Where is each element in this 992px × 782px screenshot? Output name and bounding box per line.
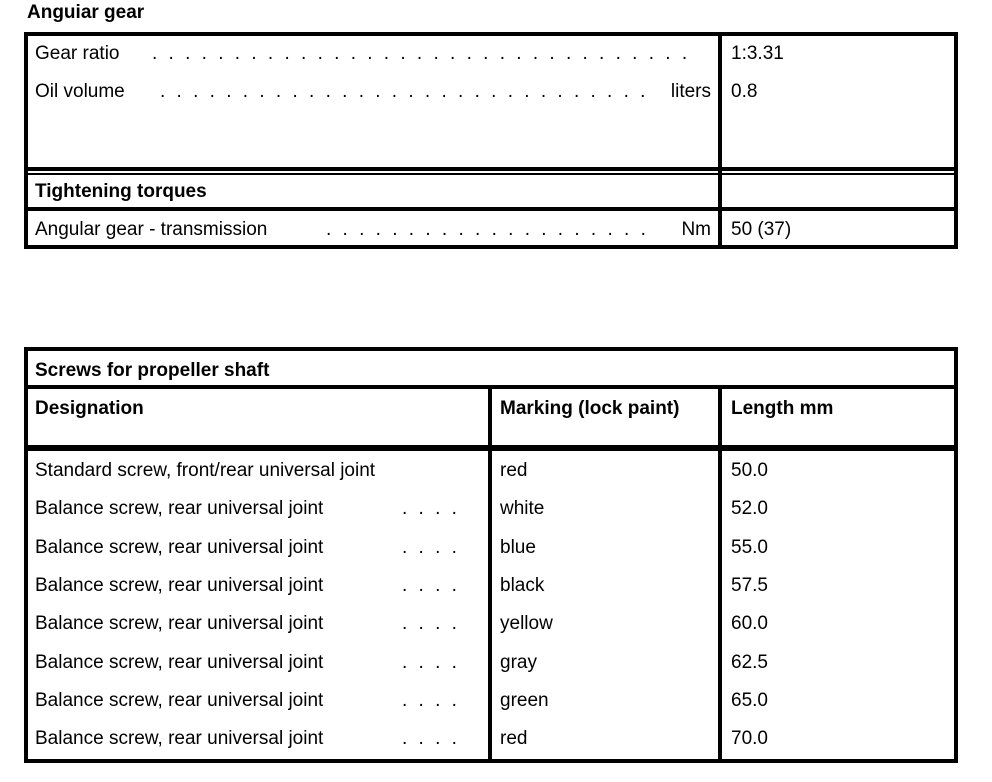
designation-leader bbox=[402, 728, 466, 750]
designation-cell: Balance screw, rear universal joint bbox=[35, 652, 324, 673]
oil-volume-unit: liters bbox=[670, 81, 711, 102]
oil-volume-label: Oil volume bbox=[35, 81, 125, 102]
torque-row-value: 50 (37) bbox=[731, 219, 792, 240]
length-cell: 55.0 bbox=[731, 537, 768, 558]
angular-gear-rule bbox=[24, 167, 958, 171]
marking-cell: white bbox=[500, 498, 545, 519]
marking-cell: red bbox=[500, 460, 528, 481]
marking-cell: green bbox=[500, 690, 549, 711]
designation-cell: Balance screw, rear universal joint bbox=[35, 575, 324, 596]
designation-leader bbox=[402, 498, 466, 520]
designation-leader bbox=[402, 690, 466, 712]
gear-ratio-value: 1:3.31 bbox=[731, 43, 784, 64]
designation-cell: Standard screw, front/rear universal joint bbox=[35, 460, 376, 481]
angular-gear-column-divider bbox=[718, 32, 722, 249]
torque-row-leader bbox=[326, 219, 658, 241]
marking-cell: gray bbox=[500, 652, 537, 673]
screws-column-divider bbox=[718, 385, 722, 763]
header-designation: Designation bbox=[35, 398, 144, 419]
designation-cell: Balance screw, rear universal joint bbox=[35, 537, 324, 558]
designation-cell: Balance screw, rear universal joint bbox=[35, 498, 324, 519]
length-cell: 62.5 bbox=[731, 652, 768, 673]
oil-volume-value: 0.8 bbox=[731, 81, 758, 102]
angular-gear-rule bbox=[24, 173, 958, 175]
header-marking: Marking (lock paint) bbox=[500, 398, 680, 419]
length-cell: 52.0 bbox=[731, 498, 768, 519]
designation-leader bbox=[402, 652, 466, 674]
angular-gear-title: Anguiar gear bbox=[27, 2, 145, 23]
screws-title: Screws for propeller shaft bbox=[35, 360, 270, 381]
torque-row-unit: Nm bbox=[681, 219, 711, 240]
screws-column-divider bbox=[488, 385, 492, 763]
gear-ratio-label: Gear ratio bbox=[35, 43, 120, 64]
marking-cell: black bbox=[500, 575, 545, 596]
header-length: Length mm bbox=[731, 398, 834, 419]
designation-cell: Balance screw, rear universal joint bbox=[35, 728, 324, 749]
length-cell: 60.0 bbox=[731, 613, 768, 634]
length-cell: 57.5 bbox=[731, 575, 768, 596]
length-cell: 70.0 bbox=[731, 728, 768, 749]
designation-cell: Balance screw, rear universal joint bbox=[35, 613, 324, 634]
marking-cell: yellow bbox=[500, 613, 553, 634]
tightening-torques-heading: Tightening torques bbox=[35, 181, 207, 202]
gear-ratio-leader bbox=[152, 43, 692, 65]
marking-cell: red bbox=[500, 728, 528, 749]
length-cell: 65.0 bbox=[731, 690, 768, 711]
designation-leader bbox=[402, 537, 466, 559]
designation-leader bbox=[402, 575, 466, 597]
length-cell: 50.0 bbox=[731, 460, 768, 481]
angular-gear-rule bbox=[24, 207, 958, 211]
marking-cell: blue bbox=[500, 537, 536, 558]
torque-row-label: Angular gear - transmission bbox=[35, 219, 268, 240]
designation-leader bbox=[402, 613, 466, 635]
oil-volume-leader bbox=[160, 81, 650, 103]
designation-cell: Balance screw, rear universal joint bbox=[35, 690, 324, 711]
